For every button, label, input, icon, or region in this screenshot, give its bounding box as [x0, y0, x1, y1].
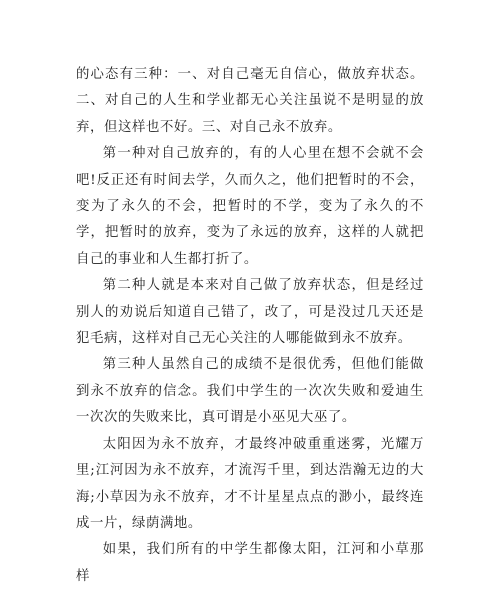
paragraph-6: 如果，我们所有的中学生都像太阳，江河和小草那样: [76, 542, 424, 584]
paragraph-2: 第一种对自己放弃的，有的人心里在想不会就不会吧!反正还有时间去学，久而久之，他们把暂时的不会，变为了永久的不会，把暂时的不学，变为了永久的不学，把暂时的放弃，变为了永远的放弃，这样的人就把自己的事业和人生都打折了。: [76, 146, 424, 267]
document-body: [76, 62, 424, 590]
paragraph-3: 第二种人就是本来对自己做了放弃状态，但是经过别人的劝说后知道自己错了，改了，可是没过几天还是犯毛病，这样对自己无心关注的人哪能做到永不放弃。: [76, 278, 424, 347]
paragraph-5: 太阳因为永不放弃，才最终冲破重重迷雾，光耀万里;江河因为永不放弃，才流泻千里，到达浩瀚无边的大海;小草因为永不放弃，才不计星星点点的渺小，最终连成一片，绿荫满地。: [76, 436, 424, 531]
paragraph-1: 的心态有三种：一、对自己毫无自信心，做放弃状态。二、对自己的人生和学业都无心关注虽说不是明显的放弃，但这样也不好。三、对自己永不放弃。: [76, 67, 424, 135]
paragraph-4: 第三种人虽然自己的成绩不是很优秀，但他们能做到永不放弃的信念。我们中学生的一次次失败和爱迪生一次次的失败来比，真可谓是小巫见大巫了。: [76, 357, 424, 426]
